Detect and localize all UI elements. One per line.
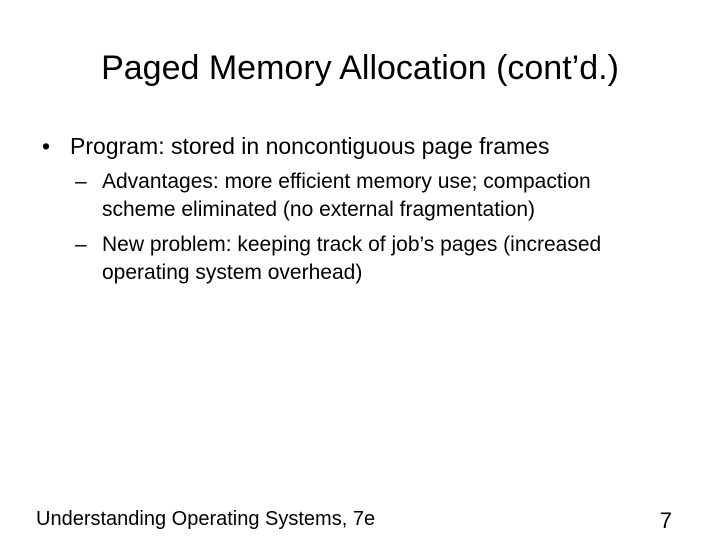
sub-bullet-dash: – [75,233,87,256]
sub-bullet-new-problem [75,231,695,287]
slide-footer: Understanding Operating Systems, 7e [36,508,376,530]
sub-bullet-advantages [75,168,695,224]
slide-title: Paged Memory Allocation (cont’d.) [101,49,619,87]
sub-bullet-line: scheme eliminated (no external fragmentation) [102,198,536,221]
bullet-item [42,131,549,161]
sub-bullet-line: Advantages: more efficient memory use; compaction [102,170,591,193]
sub-bullet-dash: – [75,170,87,193]
page-number: 7 [659,508,672,533]
bullet-marker: • [42,133,51,159]
sub-bullet-line: operating system overhead) [102,261,363,284]
bullet-text: Program: stored in noncontiguous page frames [70,133,550,159]
sub-bullet-line: New problem: keeping track of job’s pages (increased [102,233,602,256]
